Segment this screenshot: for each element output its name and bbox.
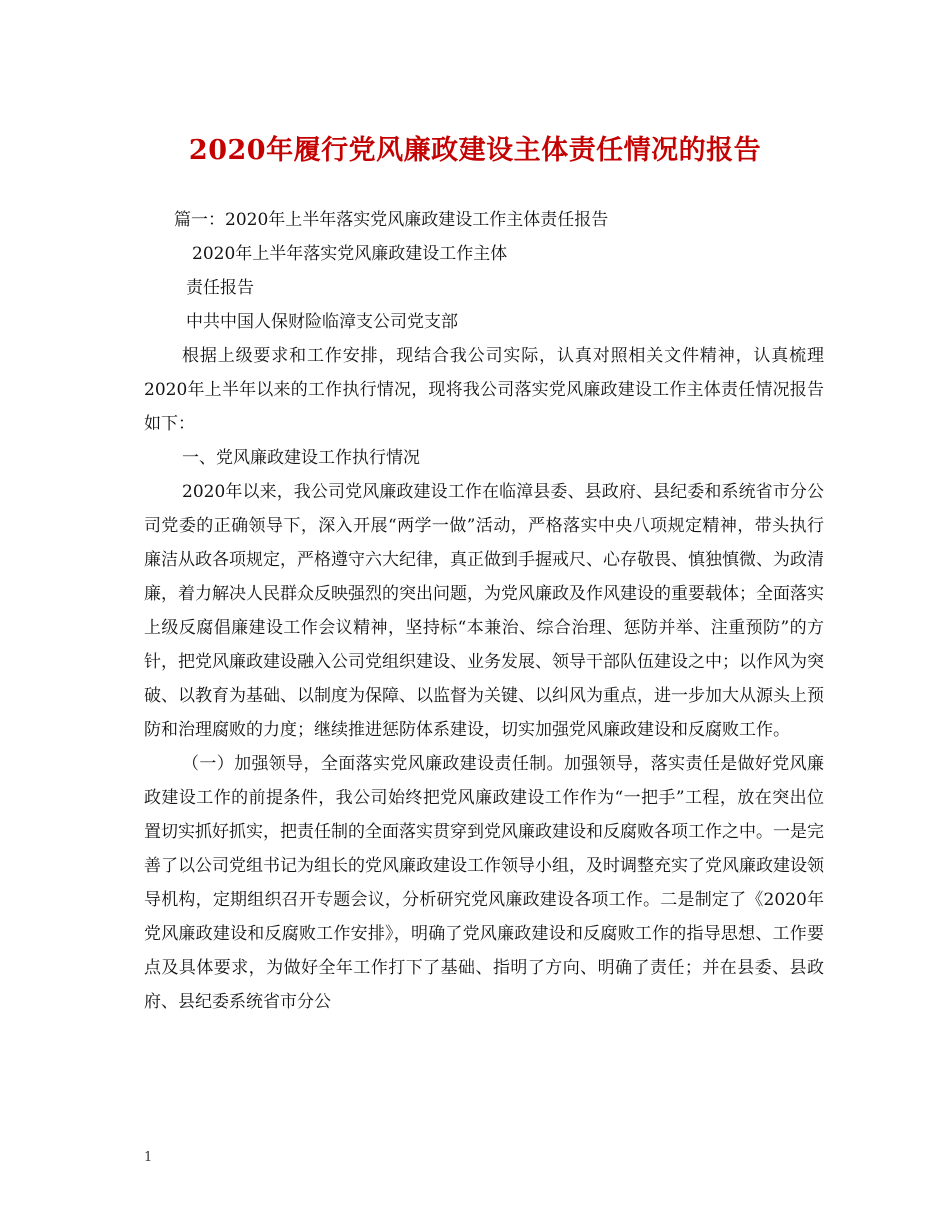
- paragraph-subsection-one: （一）加强领导，全面落实党风廉政建设责任制。加强领导，落实责任是做好党风廉政建设工作的前提条件，我公司始终把党风廉政建设工作作为“一把手”工程，放在突出位置切实抓好抓实，把责任制的全面落实贯穿到党风廉政建设和反腐败各项工作之中。一是完善了以公司党组书记为组长的党风廉政建设工作领导小组，及时调整充实了党风廉政建设领导机构，定期组织召开专题会议，分析研究党风廉政建设各项工作。二是制定了《2020年党风廉政建设和反腐败工作安排》，明确了党风廉政建设和反腐败工作的指导思想、工作要点及具体要求，为做好全年工作打下了基础、指明了方向、明确了责任；并在县委、县政府、县纪委系统省市分公: [144, 754, 824, 1012]
- header-line-report-title: 2020年上半年落实党风廉政建设工作主体: [192, 244, 508, 264]
- document-title: 2020年履行党风廉政建设主体责任情况的报告: [188, 135, 762, 166]
- page-number: 1: [144, 1150, 153, 1165]
- header-line-organization: 中共中国人保财险临漳支公司党支部: [186, 312, 458, 332]
- paragraph-intro: 根据上级要求和工作安排，现结合我公司实际，认真对照相关文件精神，认真梳理2020年上半年以来的工作执行情况，现将我公司落实党风廉政建设工作主体责任情况报告如下：: [144, 346, 824, 434]
- paragraph-section-one: 2020年以来，我公司党风廉政建设工作在临漳县委、县政府、县纪委和系统省市分公司党委的正确领导下，深入开展“两学一做”活动，严格落实中央八项规定精神，带头执行廉洁从政各项规定，严格遵守六大纪律，真正做到手握戒尺、心存敬畏、慎独慎微、为政清廉，着力解决人民群众反映强烈的突出问题，为党风廉政及作风建设的重要载体；全面落实上级反腐倡廉建设工作会议精神，坚持标“本兼治、综合治理、惩防并举、注重预防”的方针，把党风廉政建设融入公司党组织建设、业务发展、领导干部队伍建设之中；以作风为突破、以教育为基础、以制度为保障、以监督为关键、以纠风为重点，进一步加大从源头上预防和治理腐败的力度；继续推进惩防体系建设，切实加强党风廉政建设和反腐败工作。: [144, 482, 824, 740]
- document-body: [144, 203, 824, 1019]
- section-heading-one: 一、党风廉政建设工作执行情况: [182, 448, 420, 468]
- header-line-report-subtitle: 责任报告: [186, 278, 254, 298]
- header-line-series: 篇一：2020年上半年落实党风廉政建设工作主体责任报告: [174, 210, 609, 230]
